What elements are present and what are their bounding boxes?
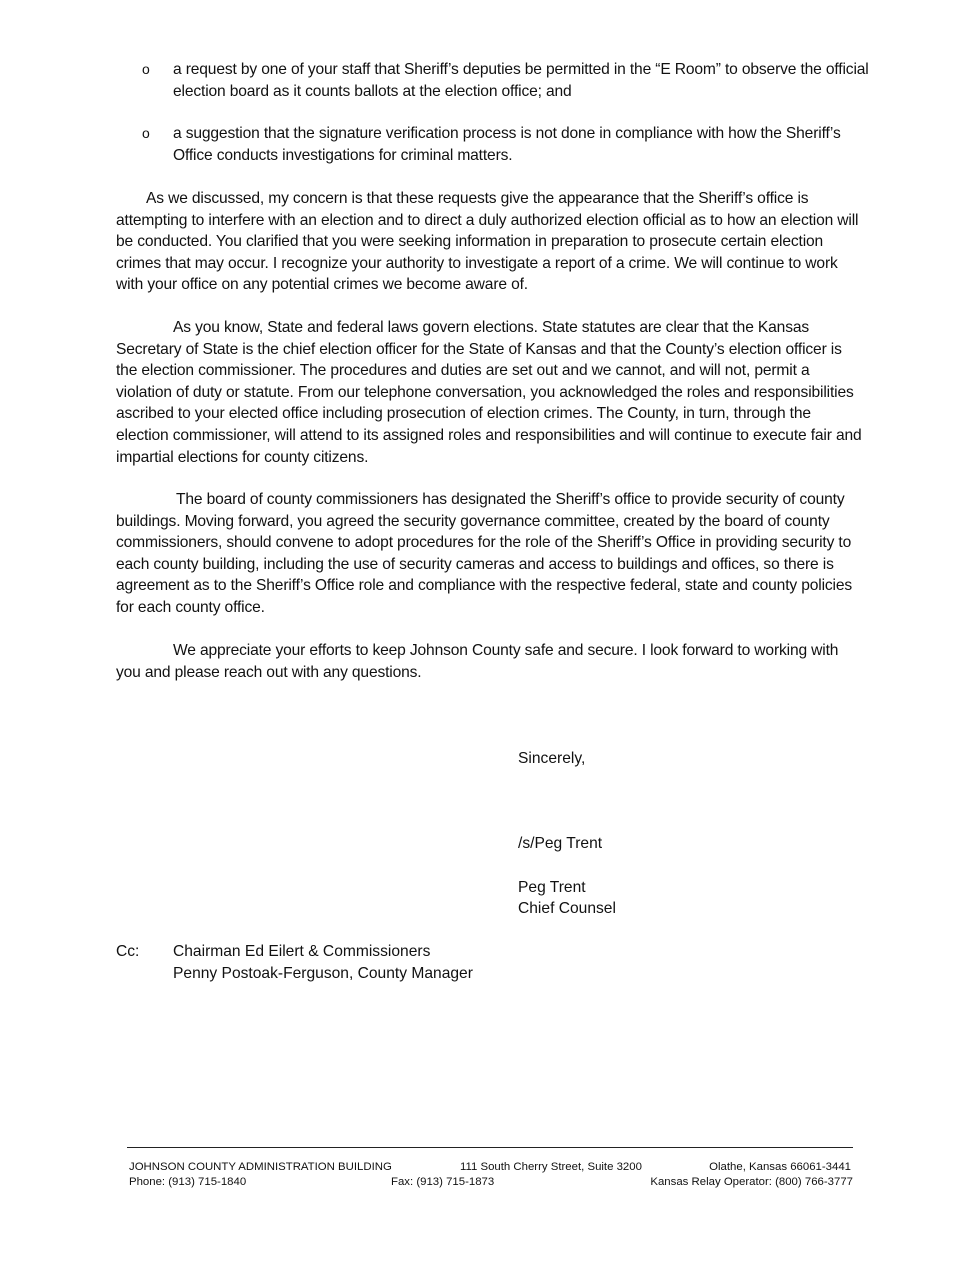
footer-city: Olathe, Kansas 66061-3441 (709, 1161, 851, 1173)
body-paragraph: As you know, State and federal laws govern elections. State statutes are clear that the Kansas Secretary of State is the chief election officer for the State of Kansas and that the County’s election officer is the election commissioner. The procedures and duties are set out and we cannot, and will not, permit a violation of duty or statute. From our telephone conversation, you acknowledged the roles and responsibilities ascribed to your elected office including prosecution of election crimes. The County, in turn, through the election commissioner, will attend to its assigned roles and responsibilities and will continue to execute fair and impartial elections for county citizens. (116, 319, 862, 466)
body-paragraph: We appreciate your efforts to keep Johnson County safe and secure. I look forward to working with you and please reach out with any questions. (116, 642, 839, 681)
closing-salutation: Sincerely, (518, 750, 586, 767)
bullet-marker: o (142, 125, 150, 141)
bullet-item (142, 59, 882, 103)
bullet-marker: o (142, 61, 150, 77)
cc-recipient: Penny Postoak-Ferguson, County Manager (173, 964, 473, 982)
cc-label: Cc: (116, 943, 140, 960)
footer-building: JOHNSON COUNTY ADMINISTRATION BUILDING (129, 1161, 392, 1173)
bullet-text: a suggestion that the signature verification process is not done in compliance with how the Sheriff’s Office conducts investigations for criminal matters. (173, 125, 841, 164)
signer-title: Chief Counsel (518, 900, 616, 917)
cc-recipients (173, 941, 473, 984)
bullet-item (142, 123, 882, 167)
cc-recipient: Chairman Ed Eilert & Commissioners (173, 943, 431, 960)
signature-line: /s/Peg Trent (518, 835, 603, 852)
bullet-text: a request by one of your staff that Sheriff’s deputies be permitted in the “E Room” to observe the official election board as it counts ballots at the election office; and (173, 61, 869, 100)
body-paragraph: As we discussed, my concern is that these requests give the appearance that the Sheriff’s office is attempting to interfere with an election and to direct a duly authorized election official as to how an election will be conducted. You clarified that you were seeking information in preparation to prosecute certain election crimes that may occur. I recognize your authority to investigate a report of a crime. We will continue to work with your office on any potential crimes we become aware of. (116, 190, 859, 294)
footer-fax: Fax: (913) 715-1873 (391, 1176, 495, 1188)
signer-name: Peg Trent (518, 879, 586, 896)
footer-divider (127, 1147, 853, 1148)
footer-street: 111 South Cherry Street, Suite 3200 (460, 1161, 642, 1173)
body-paragraph: The board of county commissioners has designated the Sheriff’s office to provide security of county buildings. Moving forward, you agreed the security governance committee, created by the board of county commissioners, should convene to adopt procedures for the role of the Sheriff’s Office in providing security to each county building, including the use of security cameras and access to buildings and offices, so there is agreement as to the Sheriff’s Office role and compliance with the respective federal, state and county policies for each county office. (116, 491, 853, 616)
footer-phone: Phone: (913) 715-1840 (129, 1176, 247, 1188)
footer-relay: Kansas Relay Operator: (800) 766-3777 (650, 1176, 853, 1188)
